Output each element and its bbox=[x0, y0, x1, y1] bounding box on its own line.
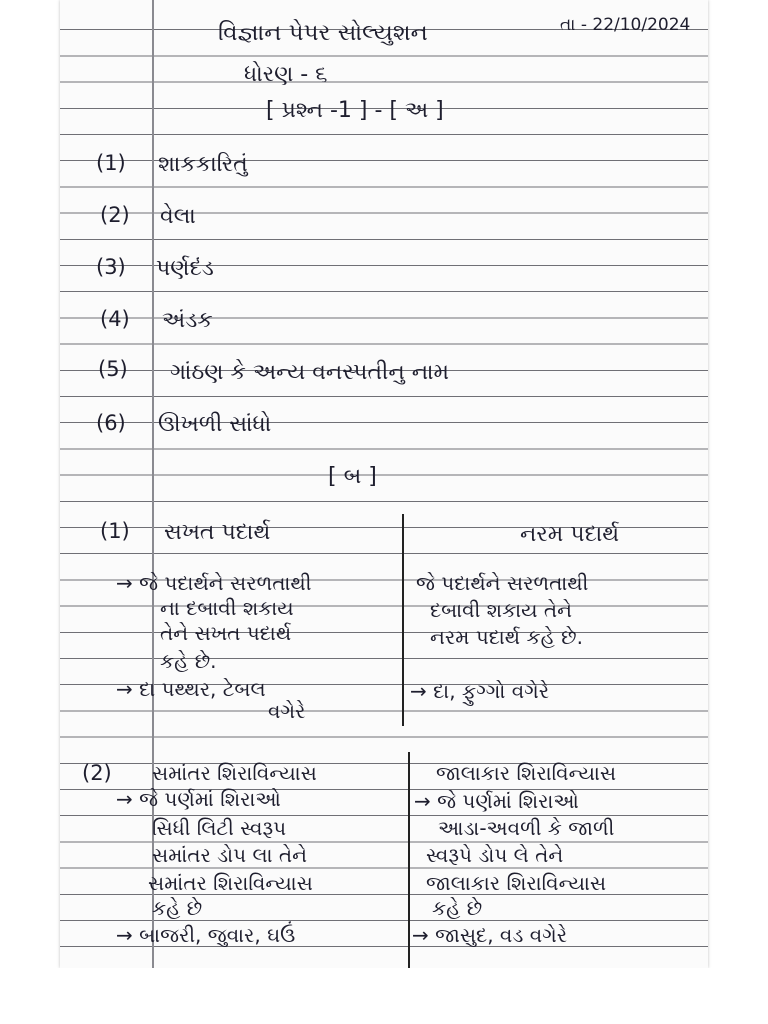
table-right-line: → જે પર્ણમાં શિરાઓ bbox=[414, 789, 579, 813]
answer-text: અંડક bbox=[162, 308, 213, 333]
table-left-example: વગેરે bbox=[268, 699, 306, 723]
table-left-line: સમાંતર શિરાવિન્યાસ bbox=[148, 871, 313, 895]
page-title: વિજ્ઞાન પેપર સોલ્યુશન bbox=[218, 20, 428, 46]
table-right-line: નરમ પદાર્થ કહે છે. bbox=[430, 625, 583, 649]
table-left-line: સિધી લિટી સ્વરૂપ bbox=[152, 816, 287, 840]
question-number: (1) bbox=[100, 519, 130, 543]
answer-text: ગાંઠણ કે અન્ય વનસ્પતીનુ નામ bbox=[170, 360, 450, 385]
table-left-line: ના દબાવી શકાય bbox=[160, 596, 294, 620]
background-strip bbox=[0, 968, 768, 1024]
section-b-heading: [ બ ] bbox=[328, 464, 377, 489]
table-left-line: → જે પર્ણમાં શિરાઓ bbox=[116, 787, 281, 811]
table-left-heading: સખત પદાર્થ bbox=[164, 520, 271, 545]
answer-number: (3) bbox=[96, 255, 126, 279]
answer-number: (5) bbox=[98, 357, 128, 381]
answer-text: વેલા bbox=[160, 204, 196, 229]
table-right-heading: જાલાકાર શિરાવિન્યાસ bbox=[436, 761, 617, 785]
table-right-line: દબાવી શકાય તેને bbox=[430, 598, 573, 622]
column-divider bbox=[408, 752, 410, 968]
answer-number: (2) bbox=[100, 203, 130, 227]
answer-text: ઊખળી સાંધો bbox=[158, 412, 272, 437]
table-left-line: સમાંતર ડોપ લા તેને bbox=[152, 843, 308, 867]
table-right-line: આડા-અવળી કે જાળી bbox=[438, 816, 615, 840]
table-left-example: → દા પથ્થર, ટેબલ bbox=[116, 677, 266, 701]
table-left-example: → બાજરી, જુવાર, ઘઉં bbox=[116, 923, 296, 947]
answer-number: (6) bbox=[96, 411, 126, 435]
table-left-line: કહે છે bbox=[152, 896, 203, 920]
table-left-line: → જે પદાર્થને સરળતાથી bbox=[116, 571, 312, 595]
table-right-line: જે પદાર્થને સરળતાથી bbox=[416, 571, 589, 595]
table-left-line: તેને સખત પદાર્થ bbox=[160, 621, 292, 645]
table-right-example: → જાસુદ, વડ વગેરે bbox=[412, 923, 568, 947]
answer-number: (1) bbox=[96, 151, 126, 175]
date: તા - 22/10/2024 bbox=[560, 15, 691, 35]
notebook-page bbox=[60, 0, 708, 968]
table-right-example: → દા, ફુગ્ગો વગેરે bbox=[410, 679, 550, 703]
answer-text: શાકકારિતું bbox=[158, 152, 248, 177]
table-left-line: કહે છે. bbox=[160, 649, 217, 673]
table-right-heading: નરમ પદાર્થ bbox=[520, 522, 620, 547]
table-right-line: કહે છે bbox=[432, 896, 483, 920]
class-label: ધોરણ - ૬ bbox=[244, 62, 328, 87]
section-a-heading: [ પ્રશ્ન -1 ] - [ અ ] bbox=[266, 98, 444, 123]
question-number: (2) bbox=[82, 761, 112, 785]
column-divider bbox=[402, 514, 404, 726]
table-right-line: જાલાકાર શિરાવિન્યાસ bbox=[426, 871, 607, 895]
table-left-heading: સમાંતર શિરાવિન્યાસ bbox=[152, 761, 317, 785]
table-right-line: સ્વરૂપે ડોપ લે તેને bbox=[426, 843, 564, 867]
answer-number: (4) bbox=[100, 307, 130, 331]
answer-text: પર્ણદંડ bbox=[156, 256, 214, 281]
